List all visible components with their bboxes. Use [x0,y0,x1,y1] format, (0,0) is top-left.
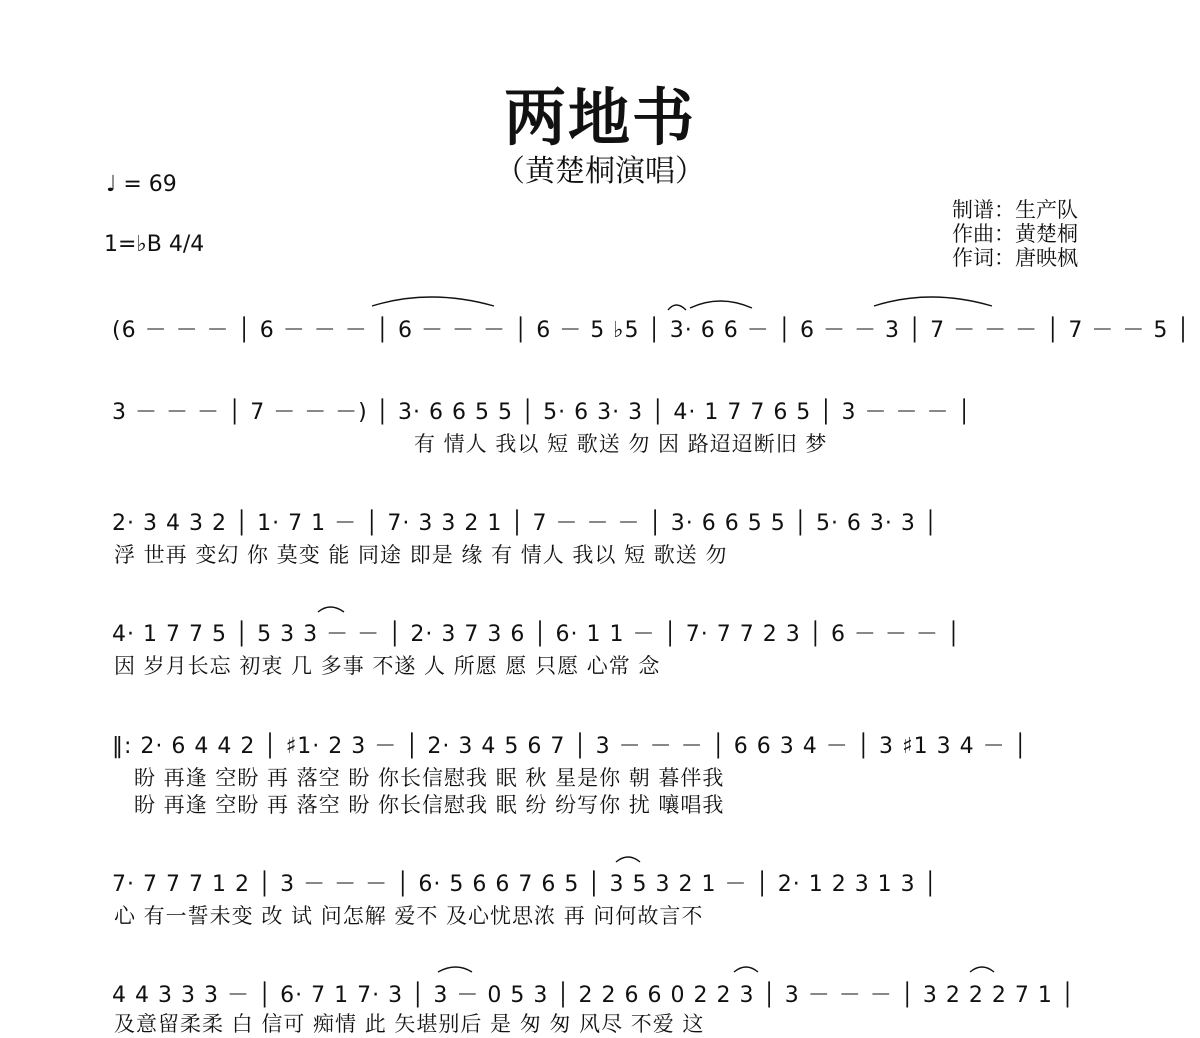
lyric-row-5b: 盼 再逢 空盼 再 落空 盼 你长信慰我 眠 纷 纷写你 扰 嚷唱我 [134,793,725,817]
score-row-3: 2· 3 4 3 2 │ 1· 7 1 － │ 7· 3 3 2 1 │ 7 － － － │ 3· 6 6 5 5 │ 5· 6 3· 3 │ [112,511,939,536]
page-subtitle: （黄楚桐演唱） [495,154,705,189]
score-row-7: 4 4 3 3 3 － │ 6· 7 1 7· 3 │ 3 － 0 5 3 │ 2 2 6 6 0 2 2 3 │ 3 － － － │ 3 2 2 2 7 1 │ [112,983,1076,1008]
slur-mark [874,297,992,306]
slur-mark [734,967,758,972]
slur-mark [668,305,686,310]
lyric-row-7: 及意留柔柔 白 信可 痴情 此 矢堪别后 是 匆 匆 风尽 不爱 这 [114,1012,705,1036]
lyric-row-5a: 盼 再逢 空盼 再 落空 盼 你长信慰我 眠 秋 星是你 朝 暮伴我 [134,766,725,790]
score-row-6: 7· 7 7 7 1 2 │ 3 － － － │ 6· 5 6 6 7 6 5 │ 3 5 3 2 1 － │ 2· 1 2 3 1 3 │ [112,872,938,897]
slur-mark [372,297,494,306]
score-row-2: 3 － － － │ 7 － － －) │ 3· 6 6 5 5 │ 5· 6 3· 3 │ 4· 1 7 7 6 5 │ 3 － － － │ [112,400,972,425]
composer-credit: 作曲：黄楚桐 [952,222,1078,246]
score-row-4: 4· 1 7 7 5 │ 5 3 3 － － │ 2· 3 7 3 6 │ 6· 1 1 － │ 7· 7 7 2 3 │ 6 － － － │ [112,622,962,647]
slur-mark [970,967,994,972]
slur-mark [690,301,752,308]
page-title: 两地书 [503,81,696,154]
tempo-marking: ♩ = 69 [106,172,177,197]
lyric-row-3: 浮 世再 变幻 你 莫变 能 同途 即是 缘 有 情人 我以 短 歌送 勿 [114,543,728,567]
slur-mark [438,967,472,972]
transcriber-credit: 制谱：生产队 [952,198,1078,222]
lyricist-credit: 作词：唐映枫 [952,246,1078,270]
score-row-5: ‖: 2· 6 4 4 2 │ ♯1· 2 3 － │ 2· 3 4 5 6 7 │ 3 － － － │ 6 6 3 4 － │ 3 ♯1 3 4 － │ [112,734,1028,759]
lyric-row-4: 因 岁月长忘 初衷 几 多事 不遂 人 所愿 愿 只愿 心常 念 [114,654,661,678]
lyric-row-2: 有 情人 我以 短 歌送 勿 因 路迢迢断旧 梦 [414,432,828,456]
lyric-row-6: 心 有一誓未变 改 试 问怎解 爱不 及心忧思浓 再 问何故言不 [114,904,704,928]
slur-mark [616,857,640,862]
key-signature: 1=♭B 4/4 [104,232,205,257]
score-row-1: (6 － － － │ 6 － － － │ 6 － － － │ 6 － 5 ♭5 │ 3· 6 6 － │ 6 － － 3 │ 7 － － － │ 7 － － 5 │ [112,318,1191,343]
slur-mark [318,607,344,612]
